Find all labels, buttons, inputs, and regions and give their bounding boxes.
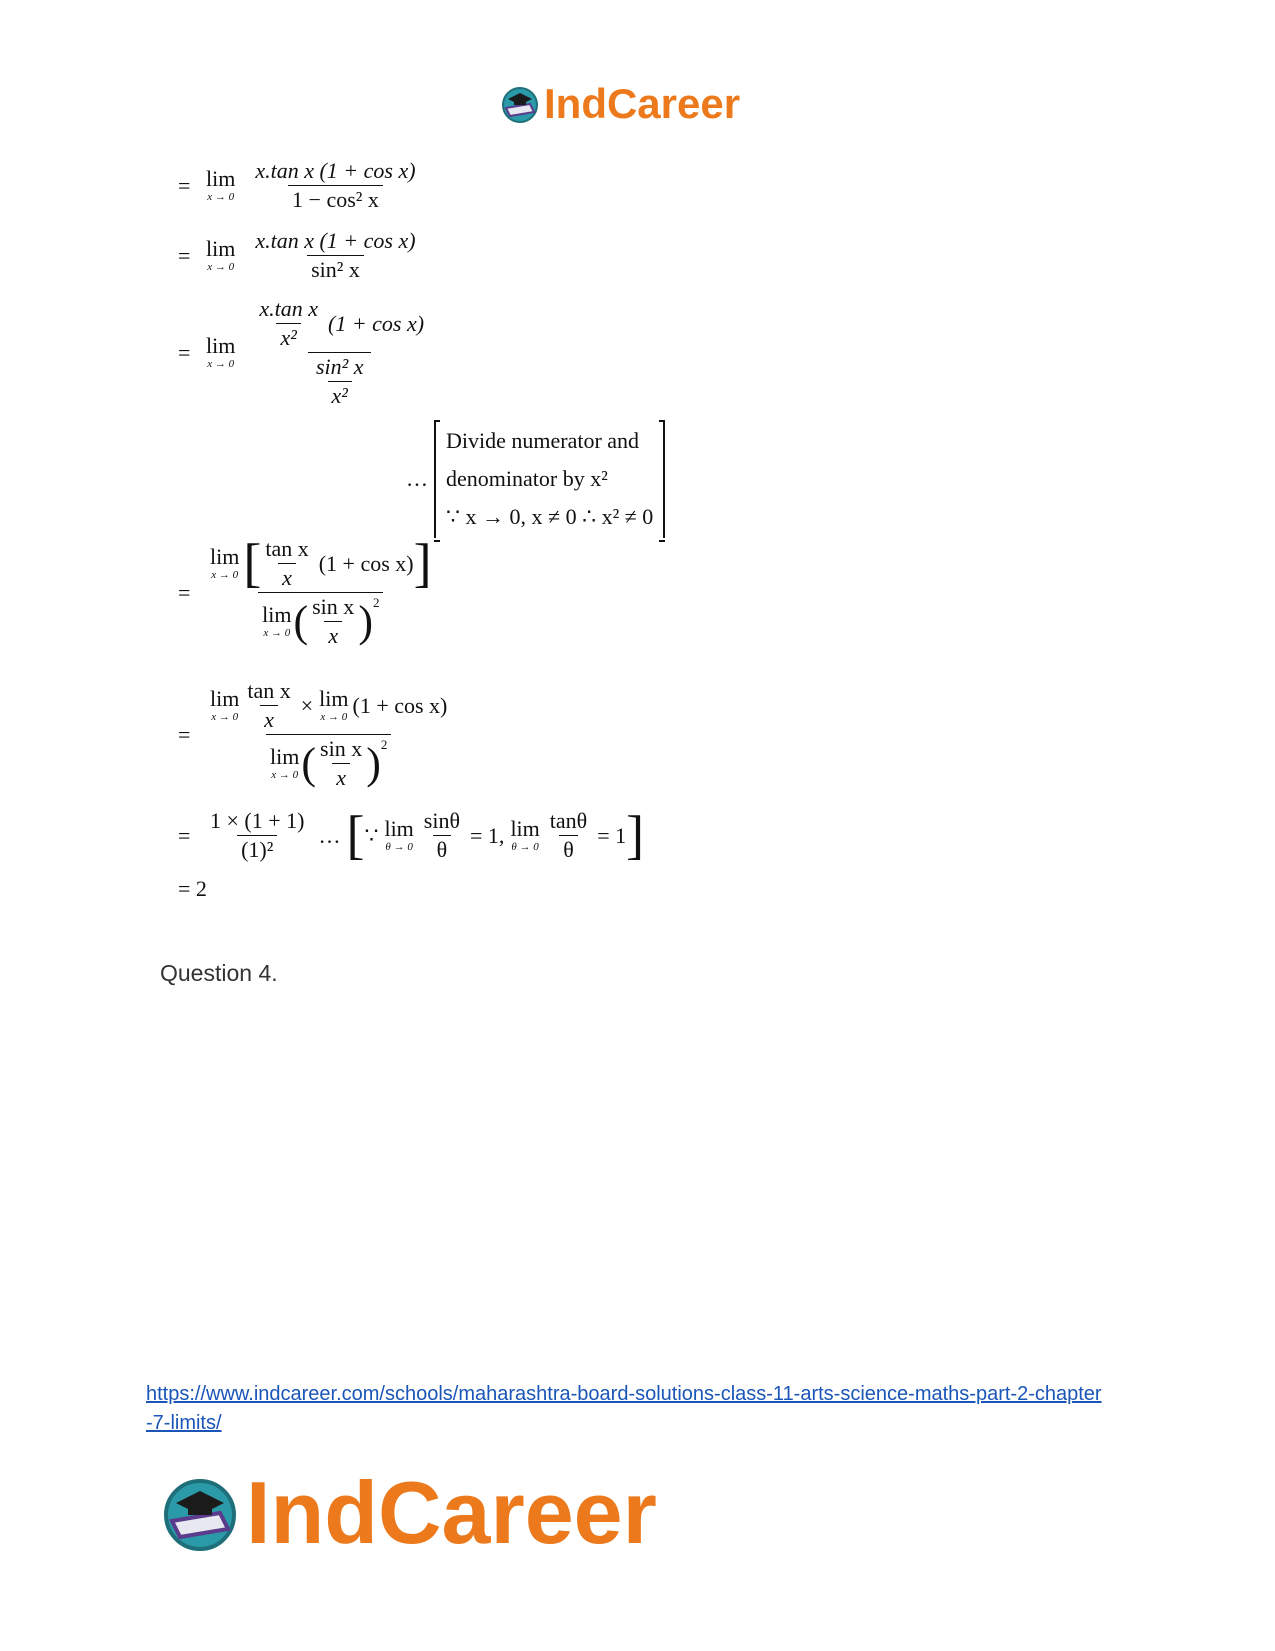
graduation-cap-icon <box>160 1473 240 1553</box>
equals-sign: = <box>178 339 191 365</box>
equals-sign: = <box>178 822 191 848</box>
fraction: $\frac{1 \times (1 + 1)}{\text{(1)²}}$ <box>210 808 305 862</box>
equals-sign: = <box>178 242 191 268</box>
graduation-cap-icon <box>500 84 540 124</box>
logo-wordmark: IndCareer <box>246 1463 657 1562</box>
indcareer-logo-top <box>500 80 740 128</box>
math-line-2 <box>178 230 420 281</box>
math-line-5 <box>178 680 451 789</box>
limit-operator: lim x → 0 <box>206 236 236 273</box>
fraction: $\frac{\text{x.tan x (1 + cos x)}}{\text{1 − cos² x}}$ <box>255 158 416 212</box>
limit-operator: lim x → 0 <box>206 333 236 370</box>
fraction: $\frac{\text{x.tan x (1 + cos x)}}{\text{sin² x}}$ <box>255 228 416 282</box>
note-bracket: Divide numerator and denominator by x² ∵ x → 0, x ≠ 0 ∴ x² ≠ 0 <box>434 420 665 538</box>
indcareer-logo-bottom <box>160 1463 657 1562</box>
source-link[interactable]: https://www.indcareer.com/schools/maharashtra-board-solutions-class-11-arts-science-maths-part-2-chapter-7-limits/ <box>146 1383 1102 1434</box>
limit-ratio: lim x → 0 [ $\frac{\text{tan x}}{x}$ (1 + cos x) ] lim x → 0 ( $\frac{\text{sin x}}{x}$ ) $^2$ <box>210 533 432 648</box>
math-line-6: = $\frac{1 \times (1 + 1)}{\text{(1)²}}$ … [ ∵ lim θ → 0 $\frac{\sin\theta}{\theta}$ = 1, lim θ → 0 $\frac{\tan\theta}{\theta}$ = 1 ] <box>178 805 645 866</box>
equals-sign: = <box>178 721 191 747</box>
limit-operator: lim x → 0 <box>206 166 236 203</box>
equals-sign: = <box>178 172 191 198</box>
limit-ratio: lim x → 0 $\frac{\text{tan x}}{x}$ × lim x → 0 (1 + cos x) lim x → 0 ( $\frac{\text{sin x}}{x}$ ) $^2$ <box>210 678 448 790</box>
math-line-4 <box>178 533 436 648</box>
compound-fraction: $\frac{\text{x.tan x}}{\text{x²}}$ (1 + cos x) $\frac{\text{sin² x}}{\text{x²}}$ <box>259 296 425 408</box>
math-note: … Divide numerator and denominator by x² ∵ x → 0, x ≠ 0 ∴ x² ≠ 0 <box>406 420 665 538</box>
math-line-1 <box>178 160 420 211</box>
math-result: = 2 <box>178 876 207 901</box>
math-solution <box>178 150 738 910</box>
math-line-3 <box>178 298 428 407</box>
logo-wordmark: IndCareer <box>544 80 741 127</box>
question-heading: Question 4. <box>160 960 278 986</box>
equals-sign: = <box>178 579 191 605</box>
